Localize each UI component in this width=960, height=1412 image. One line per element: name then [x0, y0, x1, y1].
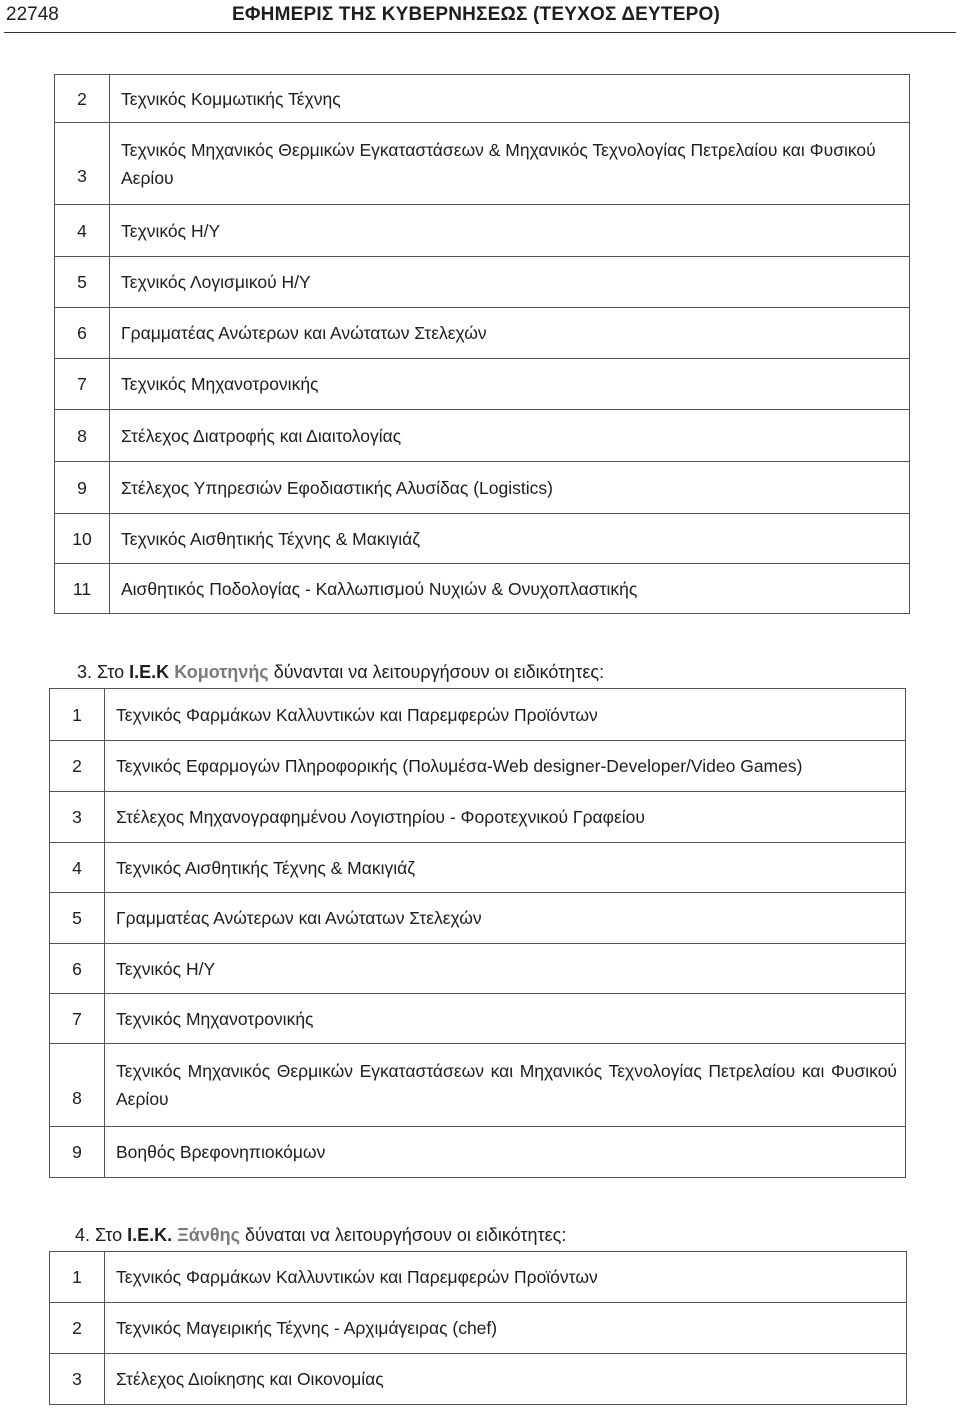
- table-row: [55, 564, 910, 614]
- heading-suffix: δύναται να λειτουργήσουν οι ειδικότητες:: [244, 1225, 567, 1245]
- row-number: 2: [55, 75, 110, 123]
- row-number: 5: [55, 257, 110, 308]
- row-number: 8: [55, 410, 110, 462]
- row-number: 3: [55, 123, 110, 205]
- row-number: 2: [50, 1303, 105, 1354]
- table-row: [50, 994, 906, 1044]
- table-row: [55, 359, 910, 410]
- row-text: Τεχνικός Φαρμάκων Καλλυντικών και Παρεμφερών Προϊόντων: [105, 689, 906, 741]
- row-number: 6: [50, 944, 105, 994]
- row-number: 3: [50, 792, 105, 843]
- row-text: Στέλεχος Μηχανογραφημένου Λογιστηρίου - Φοροτεχνικού Γραφείου: [105, 792, 906, 843]
- row-text: Τεχνικός Εφαρμογών Πληροφορικής (Πολυμέσα-Web designer-Developer/Video Games): [105, 741, 906, 792]
- row-number: 11: [55, 564, 110, 614]
- table-row: [50, 1303, 907, 1354]
- table-row: [50, 689, 906, 741]
- heading-city: Ξάνθης: [177, 1225, 240, 1245]
- row-number: 9: [50, 1127, 105, 1178]
- row-text: Στέλεχος Διατροφής και Διαιτολογίας: [110, 410, 910, 462]
- row-number: 4: [55, 205, 110, 257]
- row-text: Τεχνικός Μηχανοτρονικής: [110, 359, 910, 410]
- section-heading-komotini: [77, 662, 604, 683]
- row-number: 1: [50, 1252, 105, 1303]
- row-text: Βοηθός Βρεφονηπιοκόμων: [105, 1127, 906, 1178]
- table-row: [50, 1252, 907, 1303]
- specialties-table-1: [54, 74, 910, 614]
- header-rule: [4, 32, 956, 33]
- table-row: [50, 741, 906, 792]
- row-text: Τεχνικός Μηχανοτρονικής: [105, 994, 906, 1044]
- table-row: [50, 792, 906, 843]
- table-row: [55, 410, 910, 462]
- table-row: [50, 1354, 907, 1405]
- table-row: [55, 514, 910, 564]
- row-text: Τεχνικός Η/Υ: [110, 205, 910, 257]
- row-text: Τεχνικός Λογισμικού Η/Υ: [110, 257, 910, 308]
- table-row: [55, 123, 910, 205]
- section-heading-xanthi: [75, 1225, 566, 1246]
- heading-prefix: 4. Στο: [75, 1225, 128, 1245]
- table-row: [55, 75, 910, 123]
- row-text: Τεχνικός Αισθητικής Τέχνης & Μακιγιάζ: [110, 514, 910, 564]
- heading-iek: Ι.Ε.Κ.: [127, 1225, 173, 1245]
- row-text: Στέλεχος Υπηρεσιών Εφοδιαστικής Αλυσίδας (Logistics): [110, 462, 910, 514]
- row-text: Στέλεχος Διοίκησης και Οικονομίας: [105, 1354, 907, 1405]
- table-row: [50, 944, 906, 994]
- heading-city: Κομοτηνής: [174, 662, 269, 682]
- row-text: Τεχνικός Η/Υ: [105, 944, 906, 994]
- heading-iek: Ι.Ε.Κ: [129, 662, 170, 682]
- row-text: Τεχνικός Μηχανικός Θερμικών Εγκαταστάσεων & Μηχανικός Τεχνολογίας Πετρελαίου και Φυσικού Αερίου: [110, 123, 910, 205]
- table-row: [50, 1127, 906, 1178]
- row-number: 9: [55, 462, 110, 514]
- row-number: 8: [50, 1044, 105, 1127]
- table-row: [55, 308, 910, 359]
- row-number: 4: [50, 843, 105, 893]
- row-text: Αισθητικός Ποδολογίας - Καλλωπισμού Νυχιών & Ονυχοπλαστικής: [110, 564, 910, 614]
- heading-prefix: 3. Στο: [77, 662, 130, 682]
- row-number: 7: [50, 994, 105, 1044]
- specialties-table-2: [49, 688, 906, 1178]
- table-row: [50, 1044, 906, 1127]
- row-text: Τεχνικός Φαρμάκων Καλλυντικών και Παρεμφερών Προϊόντων: [105, 1252, 907, 1303]
- row-number: 1: [50, 689, 105, 741]
- row-number: 3: [50, 1354, 105, 1405]
- gazette-title: ΕΦΗΜΕΡΙΣ ΤΗΣ ΚΥΒΕΡΝΗΣΕΩΣ (ΤΕΥΧΟΣ ΔΕΥΤΕΡΟ): [232, 4, 720, 25]
- row-text: Τεχνικός Αισθητικής Τέχνης & Μακιγιάζ: [105, 843, 906, 893]
- row-number: 10: [55, 514, 110, 564]
- table-row: [55, 462, 910, 514]
- table-row: [50, 893, 906, 944]
- table-row: [55, 205, 910, 257]
- row-text: Γραμματέας Ανώτερων και Ανώτατων Στελεχών: [110, 308, 910, 359]
- row-text: Τεχνικός Μηχανικός Θερμικών Εγκαταστάσεων και Μηχανικός Τεχνολογίας Πετρελαίου και Φυσικού Αερίου: [105, 1044, 906, 1127]
- page-number: 22748: [6, 4, 59, 25]
- row-text: Τεχνικός Κομμωτικής Τέχνης: [110, 75, 910, 123]
- specialties-table-3: [49, 1251, 907, 1405]
- heading-suffix: δύνανται να λειτουργήσουν οι ειδικότητες:: [273, 662, 605, 682]
- row-number: 6: [55, 308, 110, 359]
- row-text: Γραμματέας Ανώτερων και Ανώτατων Στελεχών: [105, 893, 906, 944]
- row-number: 5: [50, 893, 105, 944]
- row-number: 7: [55, 359, 110, 410]
- page-header: [0, 0, 960, 30]
- table-row: [55, 257, 910, 308]
- row-text: Τεχνικός Μαγειρικής Τέχνης - Αρχιμάγειρας (chef): [105, 1303, 907, 1354]
- row-number: 2: [50, 741, 105, 792]
- table-row: [50, 843, 906, 893]
